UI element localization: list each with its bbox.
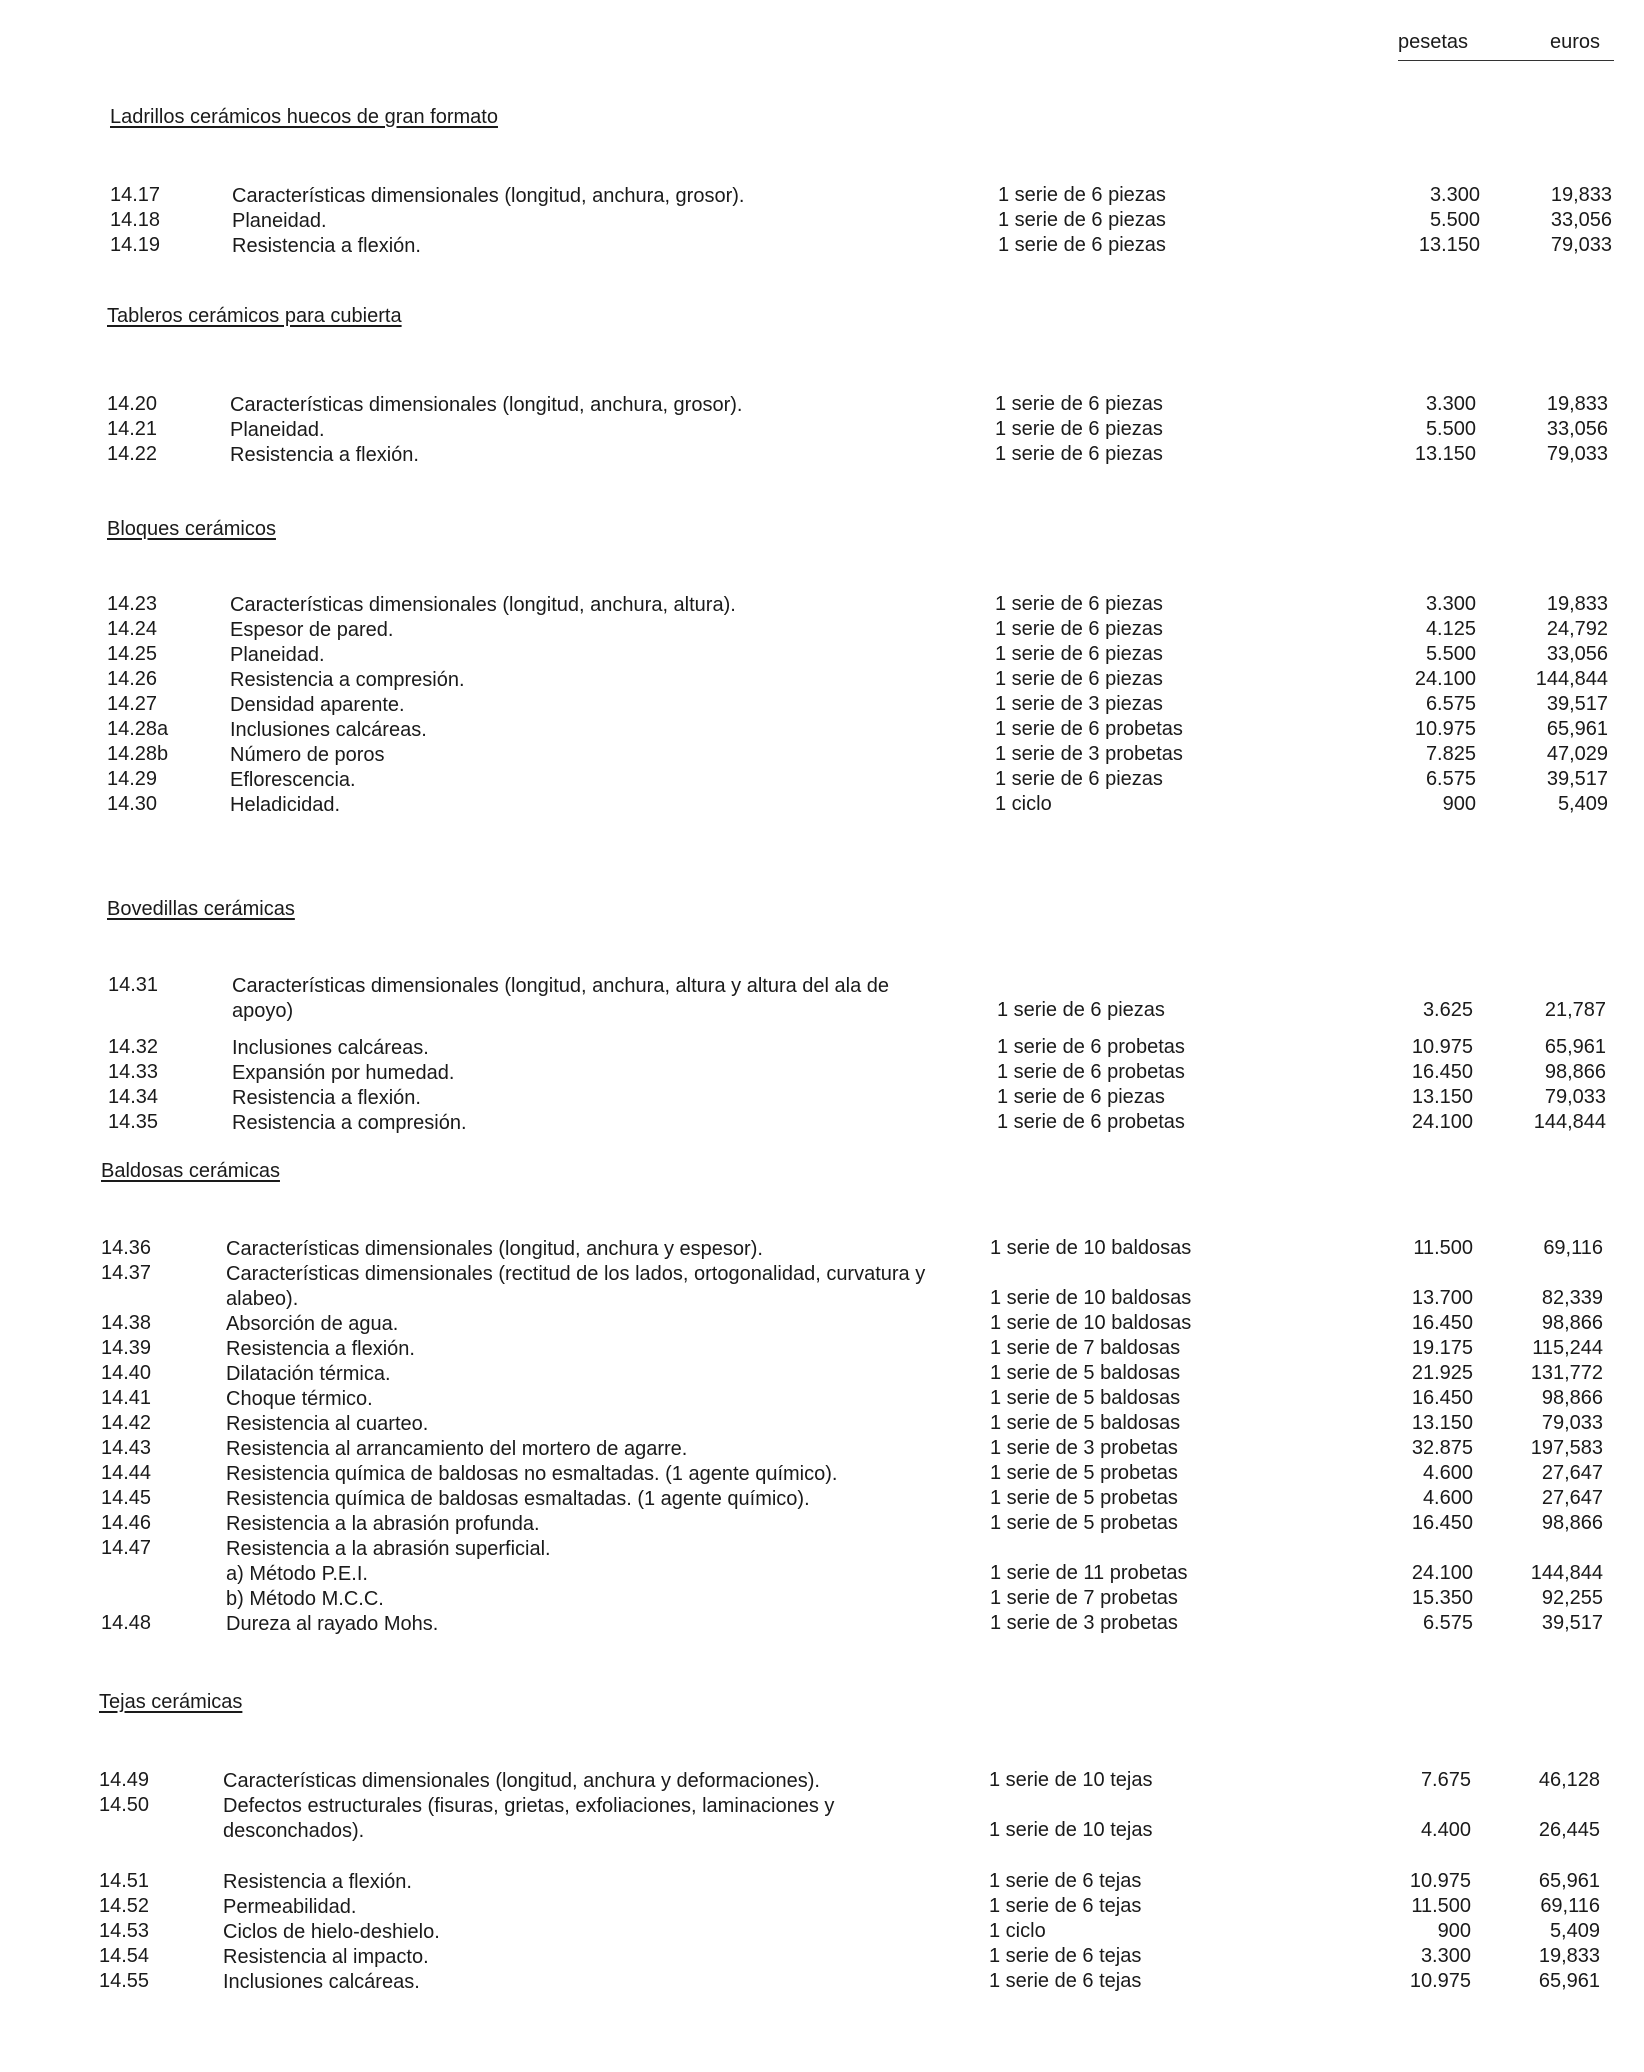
item-quantity: 1 serie de 6 probetas xyxy=(997,1061,1185,1083)
price-euros: 115,244 xyxy=(1532,1337,1603,1359)
price-pesetas: 10.975 xyxy=(1411,1036,1473,1058)
price-pesetas: 900 xyxy=(1437,1920,1471,1942)
item-code: 14.50 xyxy=(99,1794,150,1816)
price-pesetas: 3.300 xyxy=(1425,593,1476,615)
section-title: Ladrillos cerámicos huecos de gran formato xyxy=(110,106,498,128)
item-quantity: 1 serie de 7 probetas xyxy=(990,1587,1178,1609)
item-quantity: 1 serie de 3 probetas xyxy=(990,1612,1178,1634)
item-quantity: 1 serie de 6 tejas xyxy=(989,1970,1142,1992)
price-pesetas: 6.575 xyxy=(1425,768,1476,790)
item-quantity: 1 serie de 10 baldosas xyxy=(990,1237,1192,1259)
item-code: 14.34 xyxy=(108,1086,159,1108)
price-euros: 98,866 xyxy=(1544,1061,1606,1083)
item-description: Resistencia a flexión. xyxy=(232,1087,421,1109)
item-quantity: 1 serie de 5 baldosas xyxy=(990,1362,1181,1384)
item-quantity: 1 serie de 6 piezas xyxy=(997,1086,1165,1108)
price-euros: 5,409 xyxy=(1549,1920,1600,1942)
price-pesetas: 32.875 xyxy=(1411,1437,1473,1459)
item-description: Planeidad. xyxy=(230,419,325,441)
price-euros: 21,787 xyxy=(1544,999,1606,1021)
item-quantity: 1 serie de 6 piezas xyxy=(995,768,1163,790)
section-title: Bloques cerámicos xyxy=(107,518,276,540)
price-euros: 92,255 xyxy=(1541,1587,1603,1609)
item-code: 14.23 xyxy=(107,593,158,615)
price-euros: 33,056 xyxy=(1546,643,1608,665)
item-description: Eflorescencia. xyxy=(230,769,356,791)
price-euros: 19,833 xyxy=(1546,593,1608,615)
item-description: Expansión por humedad. xyxy=(232,1062,455,1084)
item-description: Resistencia al impacto. xyxy=(223,1946,429,1968)
item-quantity: 1 serie de 5 baldosas xyxy=(990,1387,1181,1409)
item-quantity: 1 serie de 5 probetas xyxy=(990,1462,1178,1484)
price-pesetas: 3.300 xyxy=(1425,393,1476,415)
item-quantity: 1 serie de 6 piezas xyxy=(995,668,1163,690)
item-quantity: 1 serie de 5 probetas xyxy=(990,1512,1178,1534)
price-pesetas: 3.300 xyxy=(1429,184,1480,206)
item-description: Inclusiones calcáreas. xyxy=(230,719,427,741)
item-description: Espesor de pared. xyxy=(230,619,394,641)
price-euros: 19,833 xyxy=(1538,1945,1600,1967)
item-code: 14.55 xyxy=(99,1970,150,1992)
item-quantity: 1 serie de 7 baldosas xyxy=(990,1337,1181,1359)
item-description: Resistencia química de baldosas no esmaltadas. (1 agente químico). xyxy=(226,1463,838,1485)
price-pesetas: 7.675 xyxy=(1420,1769,1471,1791)
item-quantity: 1 serie de 6 probetas xyxy=(995,718,1183,740)
item-code: 14.51 xyxy=(99,1870,150,1892)
item-quantity: 1 serie de 6 probetas xyxy=(997,1111,1185,1133)
item-quantity: 1 serie de 6 piezas xyxy=(998,234,1166,256)
item-code: 14.18 xyxy=(110,209,161,231)
item-description: Planeidad. xyxy=(232,210,327,232)
item-code: 14.28a xyxy=(107,718,169,740)
item-description: Resistencia a flexión. xyxy=(223,1871,412,1893)
price-euros: 27,647 xyxy=(1541,1462,1603,1484)
item-quantity: 1 serie de 6 tejas xyxy=(989,1895,1142,1917)
item-description: Características dimensionales (longitud, anchura, altura y altura del ala de apoyo) xyxy=(232,975,890,1022)
item-description: Características dimensionales (rectitud de los lados, ortogonalidad, curvatura y alabeo). xyxy=(226,1263,926,1310)
item-quantity: 1 serie de 6 probetas xyxy=(997,1036,1185,1058)
item-description: Resistencia al cuarteo. xyxy=(226,1413,429,1435)
item-code: 14.24 xyxy=(107,618,158,640)
price-euros: 144,844 xyxy=(1535,668,1608,690)
price-pesetas: 13.700 xyxy=(1411,1287,1473,1309)
item-description: Absorción de agua. xyxy=(226,1313,399,1335)
price-pesetas: 3.300 xyxy=(1420,1945,1471,1967)
item-description: Resistencia al arrancamiento del mortero de agarre. xyxy=(226,1438,688,1460)
price-pesetas: 10.975 xyxy=(1409,1870,1471,1892)
price-pesetas: 10.975 xyxy=(1409,1970,1471,1992)
item-description: Resistencia a compresión. xyxy=(230,669,465,691)
item-code: 14.29 xyxy=(107,768,158,790)
price-euros: 98,866 xyxy=(1541,1312,1603,1334)
price-pesetas: 6.575 xyxy=(1425,693,1476,715)
item-description: Densidad aparente. xyxy=(230,694,405,716)
price-euros: 47,029 xyxy=(1546,743,1608,765)
price-pesetas: 10.975 xyxy=(1414,718,1476,740)
price-euros: 131,772 xyxy=(1530,1362,1603,1384)
column-header-euros: euros xyxy=(1550,31,1601,53)
item-quantity: 1 serie de 6 piezas xyxy=(998,184,1166,206)
item-code: 14.35 xyxy=(108,1111,159,1133)
price-euros: 79,033 xyxy=(1546,443,1608,465)
item-code: 14.42 xyxy=(101,1412,152,1434)
price-euros: 39,517 xyxy=(1546,693,1608,715)
item-description: Resistencia a la abrasión profunda. xyxy=(226,1513,540,1535)
item-quantity: 1 serie de 3 probetas xyxy=(990,1437,1178,1459)
price-euros: 65,961 xyxy=(1544,1036,1606,1058)
price-euros: 69,116 xyxy=(1540,1895,1600,1917)
price-pesetas: 11.500 xyxy=(1411,1895,1471,1917)
price-euros: 33,056 xyxy=(1550,209,1612,231)
price-euros: 19,833 xyxy=(1546,393,1608,415)
price-pesetas: 24.100 xyxy=(1414,668,1476,690)
item-quantity: 1 serie de 6 piezas xyxy=(997,999,1165,1021)
item-code: 14.25 xyxy=(107,643,158,665)
item-quantity: 1 serie de 6 piezas xyxy=(995,443,1163,465)
header-rule xyxy=(1398,60,1614,61)
item-code: 14.47 xyxy=(101,1537,152,1559)
item-code: 14.20 xyxy=(107,393,158,415)
section-title: Tejas cerámicas xyxy=(99,1691,243,1713)
price-pesetas: 5.500 xyxy=(1429,209,1480,231)
price-pesetas: 15.350 xyxy=(1411,1587,1473,1609)
item-code: 14.31 xyxy=(108,974,159,996)
item-quantity: 1 serie de 6 piezas xyxy=(995,418,1163,440)
item-code: 14.37 xyxy=(101,1262,152,1284)
price-euros: 144,844 xyxy=(1533,1111,1606,1133)
item-code: 14.53 xyxy=(99,1920,150,1942)
price-euros: 39,517 xyxy=(1541,1612,1603,1634)
price-pesetas: 13.150 xyxy=(1414,443,1476,465)
price-euros: 79,033 xyxy=(1544,1086,1606,1108)
price-euros: 27,647 xyxy=(1541,1487,1603,1509)
price-euros: 46,128 xyxy=(1538,1769,1600,1791)
item-code: 14.43 xyxy=(101,1437,152,1459)
price-pesetas: 13.150 xyxy=(1411,1412,1473,1434)
item-quantity: 1 serie de 6 piezas xyxy=(995,393,1163,415)
item-quantity: 1 serie de 6 piezas xyxy=(995,593,1163,615)
section-title: Tableros cerámicos para cubierta xyxy=(107,305,402,327)
item-description: Choque térmico. xyxy=(226,1388,373,1410)
price-euros: 19,833 xyxy=(1550,184,1612,206)
price-euros: 65,961 xyxy=(1538,1970,1600,1992)
price-pesetas: 4.600 xyxy=(1422,1487,1473,1509)
price-pesetas: 24.100 xyxy=(1411,1562,1473,1584)
price-pesetas: 5.500 xyxy=(1425,418,1476,440)
price-pesetas: 21.925 xyxy=(1411,1362,1473,1384)
price-pesetas: 11.500 xyxy=(1413,1237,1473,1259)
item-description: Planeidad. xyxy=(230,644,325,666)
item-code: 14.19 xyxy=(110,234,161,256)
price-pesetas: 19.175 xyxy=(1411,1337,1473,1359)
item-quantity: 1 ciclo xyxy=(995,793,1052,815)
column-header-pesetas: pesetas xyxy=(1398,31,1469,53)
item-code: 14.30 xyxy=(107,793,158,815)
item-description: Número de poros xyxy=(230,744,385,766)
item-code: 14.27 xyxy=(107,693,158,715)
item-quantity: 1 serie de 5 probetas xyxy=(990,1487,1178,1509)
item-quantity: 1 serie de 10 tejas xyxy=(989,1819,1153,1841)
price-euros: 39,517 xyxy=(1546,768,1608,790)
item-code: 14.26 xyxy=(107,668,158,690)
item-description: b) Método M.C.C. xyxy=(226,1588,384,1610)
price-euros: 79,033 xyxy=(1541,1412,1603,1434)
price-euros: 33,056 xyxy=(1546,418,1608,440)
item-description: Permeabilidad. xyxy=(223,1896,357,1918)
item-description: Resistencia a flexión. xyxy=(232,235,421,257)
price-pesetas: 24.100 xyxy=(1411,1111,1473,1133)
price-pesetas: 16.450 xyxy=(1411,1312,1473,1334)
item-description: a) Método P.E.I. xyxy=(226,1563,368,1585)
section-title: Bovedillas cerámicas xyxy=(107,898,295,920)
price-euros: 79,033 xyxy=(1550,234,1612,256)
item-code: 14.21 xyxy=(107,418,158,440)
price-euros: 65,961 xyxy=(1546,718,1608,740)
item-code: 14.36 xyxy=(101,1237,152,1259)
price-pesetas: 3.625 xyxy=(1422,999,1473,1021)
price-euros: 69,116 xyxy=(1543,1237,1603,1259)
section-title: Baldosas cerámicas xyxy=(101,1160,280,1182)
item-quantity: 1 serie de 3 probetas xyxy=(995,743,1183,765)
price-euros: 144,844 xyxy=(1530,1562,1603,1584)
item-code: 14.46 xyxy=(101,1512,152,1534)
item-code: 14.45 xyxy=(101,1487,152,1509)
item-description: Heladicidad. xyxy=(230,794,341,816)
item-description: Características dimensionales (longitud, anchura y espesor). xyxy=(226,1238,763,1260)
price-pesetas: 16.450 xyxy=(1411,1387,1473,1409)
item-code: 14.33 xyxy=(108,1061,159,1083)
price-euros: 98,866 xyxy=(1541,1512,1603,1534)
price-euros: 82,339 xyxy=(1541,1287,1603,1309)
item-quantity: 1 serie de 6 tejas xyxy=(989,1945,1142,1967)
item-quantity: 1 serie de 6 tejas xyxy=(989,1870,1142,1892)
item-quantity: 1 serie de 11 probetas xyxy=(990,1562,1188,1584)
price-pesetas: 4.600 xyxy=(1422,1462,1473,1484)
item-description: Características dimensionales (longitud, anchura y deformaciones). xyxy=(223,1770,820,1792)
price-pesetas: 13.150 xyxy=(1418,234,1480,256)
price-pesetas: 4.400 xyxy=(1420,1819,1471,1841)
item-quantity: 1 serie de 10 baldosas xyxy=(990,1287,1192,1309)
price-pesetas: 900 xyxy=(1442,793,1476,815)
price-pesetas: 16.450 xyxy=(1411,1061,1473,1083)
price-euros: 26,445 xyxy=(1538,1819,1600,1841)
item-description: Resistencia a compresión. xyxy=(232,1112,467,1134)
item-code: 14.41 xyxy=(101,1387,152,1409)
price-euros: 24,792 xyxy=(1546,618,1608,640)
price-pesetas: 16.450 xyxy=(1411,1512,1473,1534)
price-pesetas: 4.125 xyxy=(1425,618,1476,640)
price-euros: 98,866 xyxy=(1541,1387,1603,1409)
item-quantity: 1 serie de 10 tejas xyxy=(989,1769,1153,1791)
item-code: 14.28b xyxy=(107,743,169,765)
item-code: 14.54 xyxy=(99,1945,150,1967)
price-euros: 197,583 xyxy=(1530,1437,1603,1459)
item-description: Resistencia a la abrasión superficial. xyxy=(226,1538,551,1560)
price-euros: 65,961 xyxy=(1538,1870,1600,1892)
item-description: Dureza al rayado Mohs. xyxy=(226,1613,439,1635)
price-euros: 5,409 xyxy=(1557,793,1608,815)
item-description: Inclusiones calcáreas. xyxy=(223,1971,420,1993)
item-code: 14.32 xyxy=(108,1036,159,1058)
item-code: 14.39 xyxy=(101,1337,152,1359)
price-pesetas: 7.825 xyxy=(1425,743,1476,765)
item-description: Inclusiones calcáreas. xyxy=(232,1037,429,1059)
item-quantity: 1 serie de 6 piezas xyxy=(998,209,1166,231)
item-code: 14.48 xyxy=(101,1612,152,1634)
item-description: Defectos estructurales (fisuras, grietas, exfoliaciones, laminaciones y desconchados). xyxy=(223,1795,835,1842)
item-description: Dilatación térmica. xyxy=(226,1363,391,1385)
item-quantity: 1 serie de 6 piezas xyxy=(995,643,1163,665)
item-code: 14.49 xyxy=(99,1769,150,1791)
item-code: 14.17 xyxy=(110,184,161,206)
item-code: 14.52 xyxy=(99,1895,150,1917)
item-code: 14.22 xyxy=(107,443,158,465)
item-code: 14.40 xyxy=(101,1362,152,1384)
price-pesetas: 5.500 xyxy=(1425,643,1476,665)
price-pesetas: 13.150 xyxy=(1411,1086,1473,1108)
item-description: Resistencia química de baldosas esmaltadas. (1 agente químico). xyxy=(226,1488,810,1510)
item-quantity: 1 serie de 3 piezas xyxy=(995,693,1163,715)
item-quantity: 1 serie de 10 baldosas xyxy=(990,1312,1192,1334)
item-description: Resistencia a flexión. xyxy=(226,1338,415,1360)
item-code: 14.44 xyxy=(101,1462,152,1484)
item-description: Resistencia a flexión. xyxy=(230,444,419,466)
item-quantity: 1 ciclo xyxy=(989,1920,1046,1942)
item-code: 14.38 xyxy=(101,1312,152,1334)
price-pesetas: 6.575 xyxy=(1422,1612,1473,1634)
item-description: Ciclos de hielo-deshielo. xyxy=(223,1921,440,1943)
item-description: Características dimensionales (longitud, anchura, grosor). xyxy=(232,185,745,207)
item-description: Características dimensionales (longitud, anchura, altura). xyxy=(230,594,736,616)
item-description: Características dimensionales (longitud, anchura, grosor). xyxy=(230,394,743,416)
item-quantity: 1 serie de 5 baldosas xyxy=(990,1412,1181,1434)
item-quantity: 1 serie de 6 piezas xyxy=(995,618,1163,640)
